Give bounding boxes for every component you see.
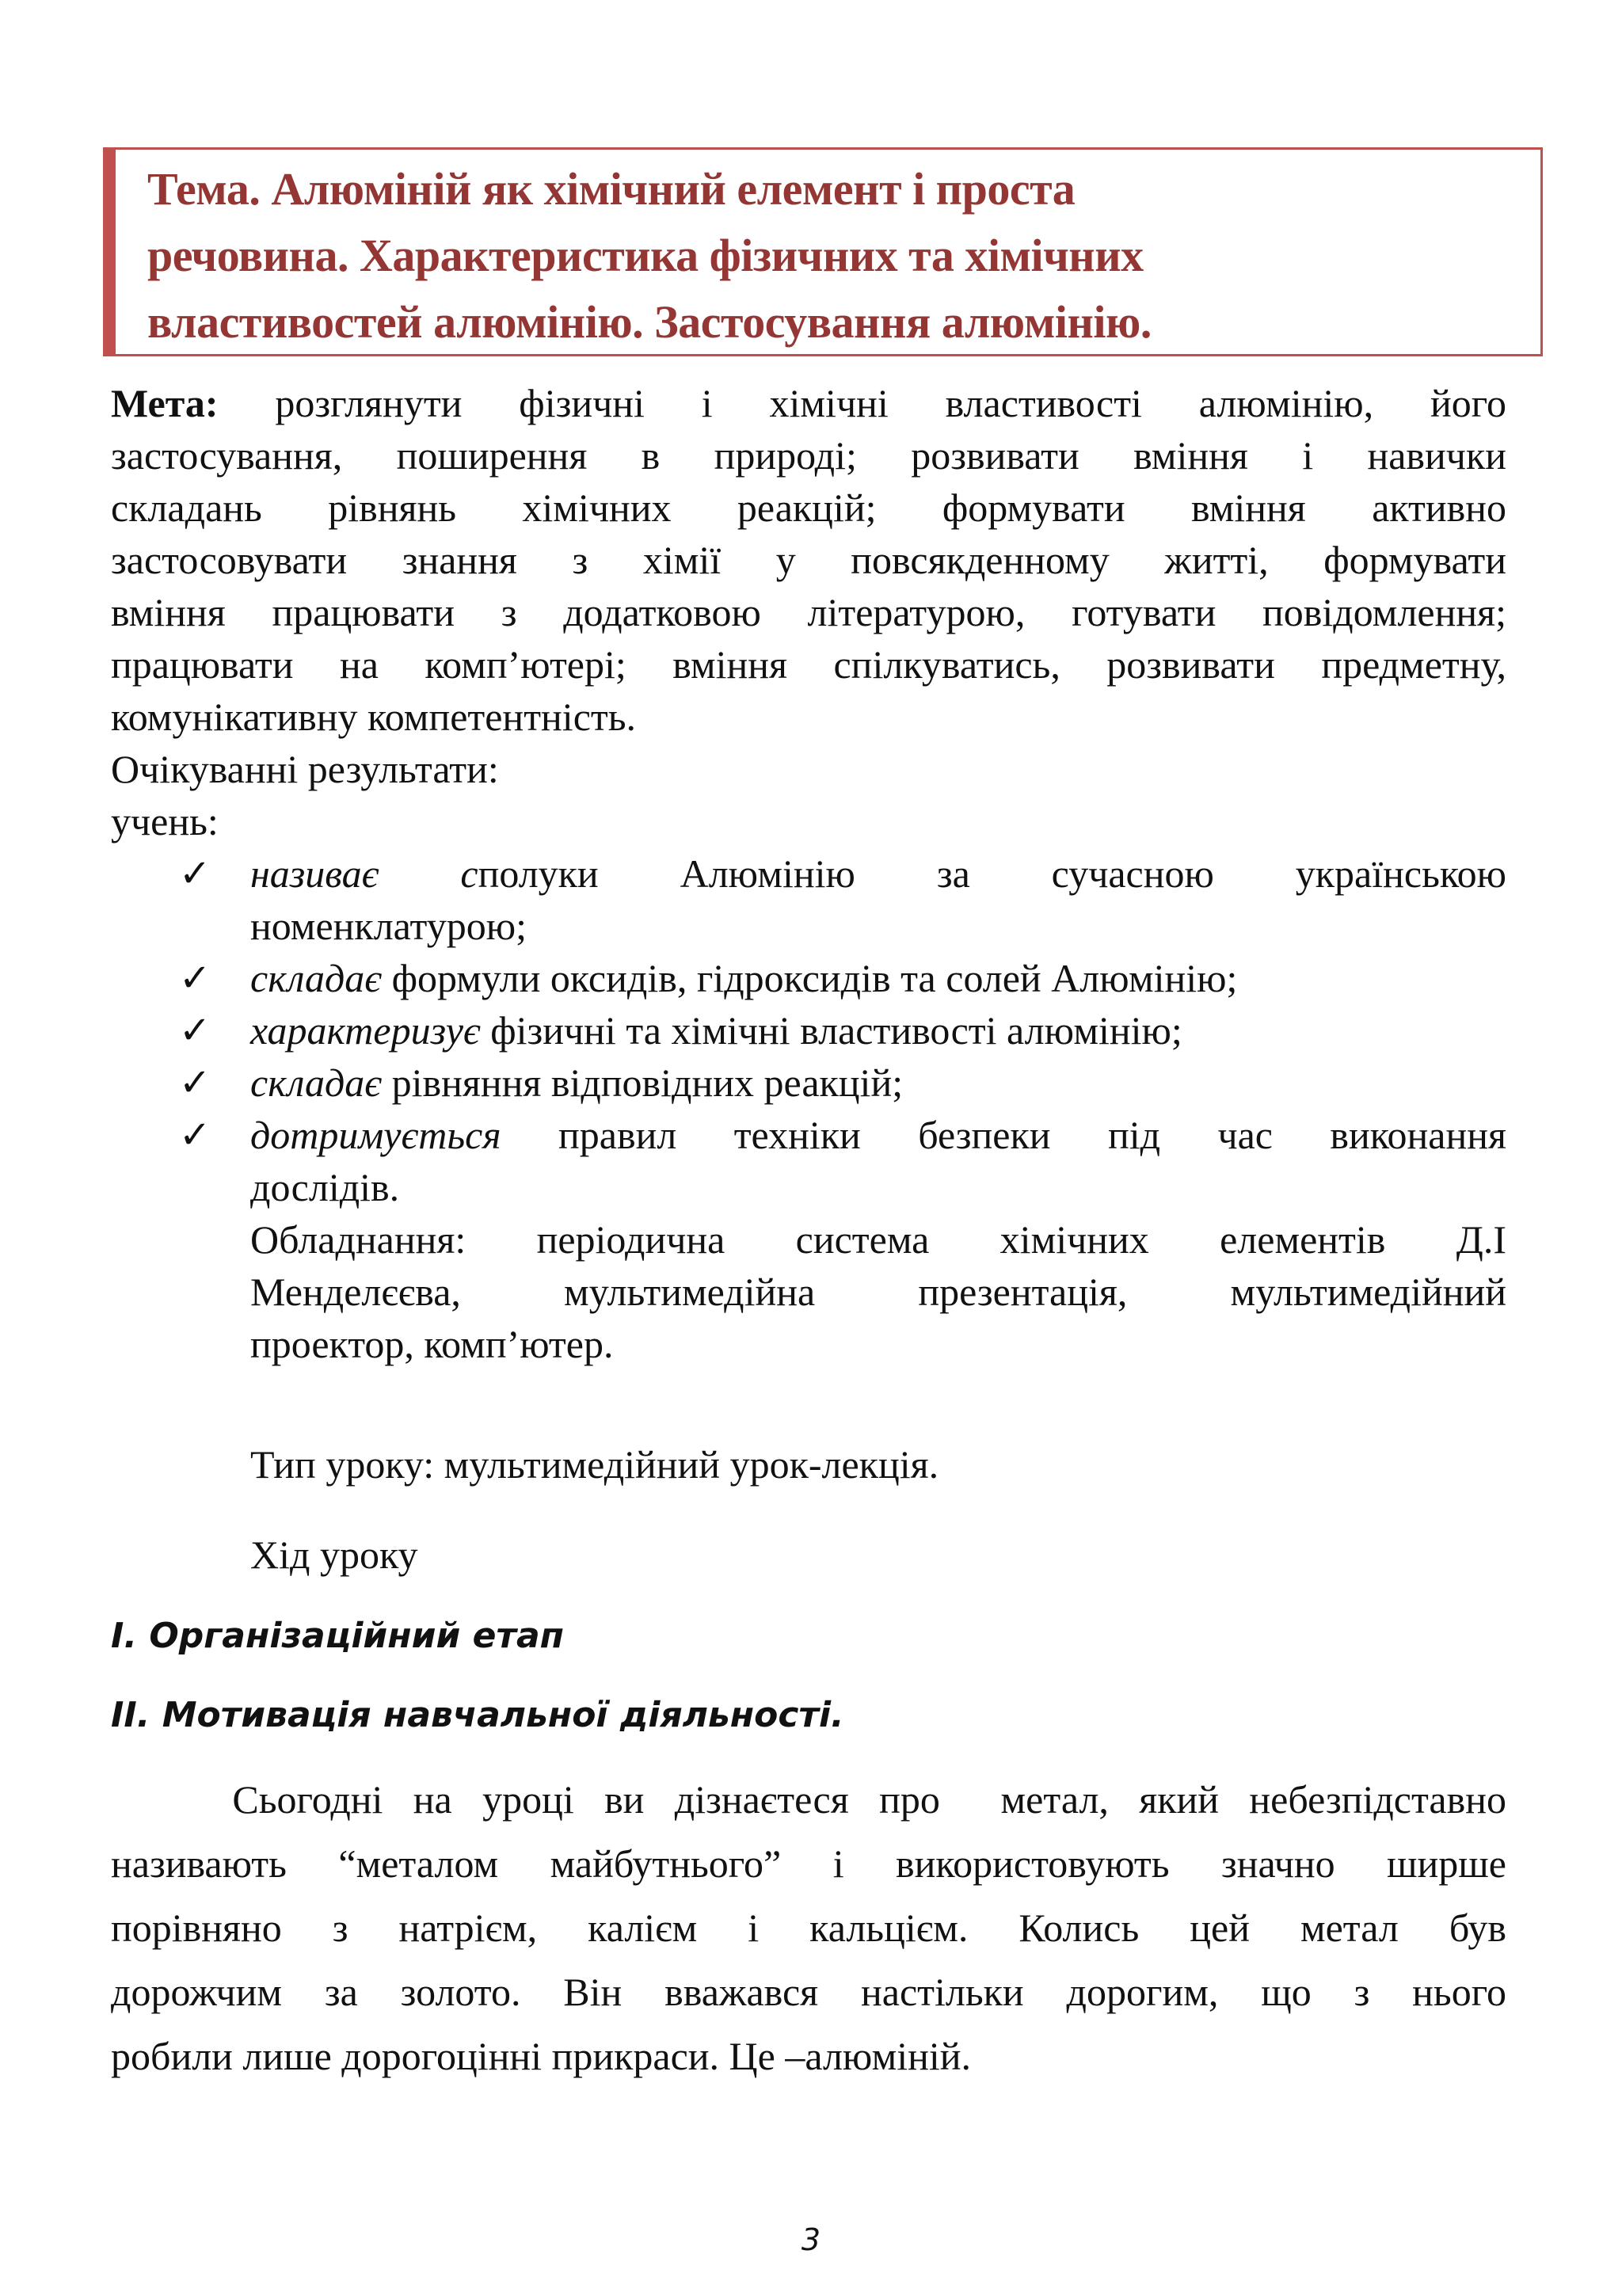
- list-item-verb: називає с: [250, 851, 478, 896]
- list-item-text: фізичні та хімічні властивості алюмінію;: [480, 1008, 1182, 1053]
- checkmark-icon: ✓: [179, 851, 211, 896]
- list-item-verb: дотримується: [250, 1113, 501, 1157]
- intro-paragraph: [111, 1768, 1506, 2088]
- expected-heading: Очікуванні результати:: [111, 747, 499, 791]
- goal-line: розглянути фізичні і хімічні властивості алюмінію, його: [218, 381, 1506, 425]
- checkmark-icon: ✓: [179, 1060, 211, 1105]
- equipment-line: Менделєєва, мультимедійна презентація, мультимедійний: [250, 1270, 1506, 1314]
- goal-label: Мета:: [111, 381, 219, 425]
- list-item-text: формули оксидів, гідроксидів та солей Алюмінію;: [382, 956, 1238, 1000]
- list-item: [111, 952, 1506, 1004]
- intro-line: дорожчим за золото. Він вважався настільки дорогим, що з нього: [111, 1970, 1506, 2014]
- list-item-text: рівняння відповідних реакцій;: [382, 1060, 904, 1105]
- goal-line: складань рівнянь хімічних реакцій; формувати вміння активно: [111, 485, 1506, 530]
- expected-subject: учень:: [111, 799, 219, 843]
- list-item: [111, 1057, 1506, 1109]
- stage-heading: ІІ. Мотивація навчальної діяльності.: [111, 1695, 844, 1735]
- list-item-text: правил техніки безпеки під час виконання: [501, 1113, 1506, 1157]
- intro-line: порівняно з натрієм, калієм і кальцієм. Колись цей метал був: [111, 1906, 1506, 1950]
- intro-line: називають “металом майбутнього” і використовують значно ширше: [111, 1841, 1506, 1886]
- list-item: [111, 1109, 1506, 1213]
- list-item-text: полуки Алюмінію за сучасною українською: [478, 851, 1506, 896]
- lesson-flow-heading: Хід уроку: [250, 1533, 418, 1577]
- lesson-type: Тип уроку: мультимедійний урок-лекція.: [250, 1442, 939, 1487]
- list-item: [111, 847, 1506, 952]
- checkmark-icon: ✓: [179, 1008, 211, 1053]
- goal-paragraph: [111, 377, 1506, 743]
- stage-heading: І. Організаційний етап: [111, 1616, 565, 1656]
- topic-title-box: [103, 147, 1543, 356]
- equipment-paragraph: [111, 1213, 1506, 1370]
- checkmark-icon: ✓: [179, 1113, 211, 1157]
- goal-line: застосування, поширення в природі; розвивати вміння і навички: [111, 433, 1506, 478]
- list-item-text: дослідів.: [250, 1165, 400, 1209]
- goal-line: працювати на комп’ютері; вміння спілкуватись, розвивати предметну,: [111, 642, 1506, 687]
- page-number: 3: [801, 2222, 821, 2257]
- list-item-verb: складає: [250, 956, 383, 1000]
- topic-title-line: речовина. Характеристика фізичних та хімічних: [147, 230, 1144, 281]
- topic-title-line: властивостей алюмінію. Застосування алюмінію.: [147, 296, 1152, 348]
- intro-line: робили лише дорогоцінні прикраси. Це –алюміній.: [111, 2034, 972, 2078]
- goal-line: вміння працювати з додатковою літературою, готувати повідомлення;: [111, 590, 1506, 634]
- topic-title-line: Тема. Алюміній як хімічний елемент і проста: [147, 163, 1076, 215]
- list-item-verb: складає: [250, 1060, 383, 1105]
- goal-line: застосовувати знання з хімії у повсякденному житті, формувати: [111, 538, 1506, 582]
- expected-results: [111, 743, 1506, 1370]
- equipment-line: Обладнання: періодична система хімічних елементів Д.І: [250, 1217, 1506, 1262]
- list-item-text: номенклатурою;: [250, 904, 527, 948]
- list-item-verb: характеризує: [250, 1008, 481, 1053]
- equipment-line: проектор, комп’ютер.: [250, 1322, 614, 1366]
- goal-line: комунікативну компетентність.: [111, 695, 637, 739]
- list-item: [111, 1004, 1506, 1057]
- checkmark-icon: ✓: [179, 956, 211, 1000]
- intro-line: Сьогодні на уроці ви дізнаєтеся про метал, який небезпідставно: [111, 1777, 1506, 1822]
